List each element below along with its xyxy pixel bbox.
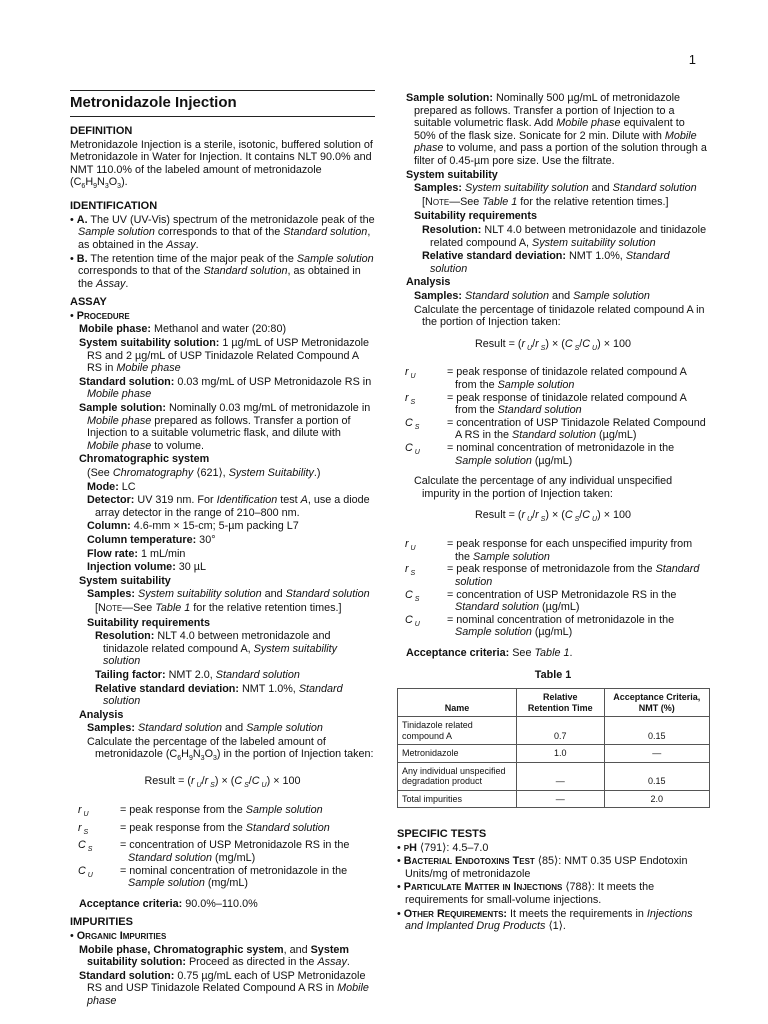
variable-symbol: r $_U$ (405, 366, 416, 381)
impurities-table (397, 688, 710, 808)
paragraph: Calculate the percentage of tinidazole related compound A in the portion of Injection taken: (414, 303, 705, 329)
paragraph: • Particulate Matter in Injections ⟨788⟩: It meets the requirements for small-volume injections. (397, 881, 655, 907)
paragraph: Injection volume: 30 µL (87, 561, 207, 574)
paragraph: [NOTE—See Table 1 for the relative retention times.] (422, 195, 669, 208)
result-formula: Result = (r $_U$/r $_S$) × (C $_S$/C $_U$) × 100 (474, 509, 632, 524)
variable-description: = peak response for each unspecified impurity from the Sample solution (447, 538, 693, 563)
paragraph: Mode: LC (87, 480, 136, 493)
document-title: Metronidazole Injection (70, 90, 375, 117)
result-formula: Result = (r $_U$/r $_S$) × (C $_S$/C $_U$) × 100 (144, 775, 301, 790)
variable-symbol: r $_S$ (78, 821, 89, 836)
paragraph: Calculate the percentage of the labeled amount of metronidazole $(C_6H_9N_3O_3)$ in the portion of Injection taken: (87, 735, 374, 763)
variable-description: = concentration of USP Metronidazole RS in the Standard solution (µg/mL) (447, 588, 677, 614)
paragraph: • Organic Impurities (70, 930, 167, 943)
table-row (398, 790, 710, 808)
paragraph: Flow rate: 1 mL/min (87, 547, 186, 560)
variable-symbol: r $_U$ (78, 803, 89, 819)
table-cell: Tinidazole related compound A (398, 717, 517, 745)
paragraph: Metronidazole Injection is a sterile, isotonic, buffered solution of Metronidazole in Water for Injection. It contains NLT 90.0% and NMT 110.0% of the labeled amount of metronidazole $(C_6H_9N_3O_3)$. (70, 138, 373, 191)
table-cell: — (517, 790, 605, 808)
paragraph: Suitability requirements (414, 210, 537, 223)
table-row (398, 745, 710, 763)
table-cell: — (517, 762, 605, 790)
definition-row (397, 589, 709, 614)
table-row (398, 762, 710, 790)
paragraph: Suitability requirements (87, 616, 210, 629)
definition-row (397, 563, 709, 588)
table-cell: — (604, 745, 710, 763)
paragraph: Standard solution: 0.03 mg/mL of USP Metronidazole RS in Mobile phase (79, 375, 372, 401)
section-heading: SPECIFIC TESTS (397, 828, 487, 841)
right-column (397, 92, 709, 934)
paragraph: • Other Requirements: It meets the requirements in Injections and Implanted Drug Products ⟨1⟩. (397, 907, 693, 933)
paragraph: Samples: System suitability solution and Standard solution (414, 182, 697, 195)
paragraph: Acceptance criteria: 90.0%–110.0% (79, 897, 258, 910)
definition-row (70, 865, 375, 890)
table-row (398, 717, 710, 745)
paragraph: Standard solution: 0.75 µg/mL each of USP Metronidazole RS and USP Tinidazole Related Compound A RS in Mobile phase (79, 969, 369, 1007)
paragraph: Relative standard deviation: NMT 1.0%, Standard solution (422, 250, 670, 275)
paragraph: Column: 4.6-mm × 15-cm; 5-µm packing L7 (87, 520, 299, 533)
table-header-cell: Relative Retention Time (517, 689, 605, 717)
variable-description: = nominal concentration of metronidazole in the Sample solution (µg/mL) (447, 613, 675, 639)
table-header-row (398, 689, 710, 717)
variable-symbol: C $_S$ (78, 839, 93, 854)
variable-description: = peak response of metronidazole from the Standard solution (447, 563, 700, 588)
paragraph: System suitability (79, 574, 171, 587)
paragraph: [NOTE—See Table 1 for the relative retention times.] (95, 601, 342, 614)
paragraph: • Procedure (70, 309, 130, 322)
table-cell: Total impurities (398, 790, 517, 808)
paragraph: Calculate the percentage of any individual unspecified impurity in the portion of Injection taken: (414, 475, 673, 500)
paragraph: • A. The UV (UV-Vis) spectrum of the metronidazole peak of the Sample solution corresponds to that of the Standard solution, as obtained in the Assay. (70, 213, 375, 251)
paragraph: Column temperature: 30° (87, 533, 216, 546)
paragraph: Chromatographic system (79, 453, 210, 466)
paragraph: Tailing factor: NMT 2.0, Standard solution (95, 668, 300, 681)
paragraph: Acceptance criteria: See Table 1. (406, 646, 573, 659)
variable-description: = peak response of tinidazole related compound A from the Sample solution (447, 366, 687, 392)
variable-symbol: r $_S$ (405, 391, 416, 406)
variable-symbol: C $_S$ (405, 416, 420, 431)
table-cell: Any individual unspecified degradation product (398, 762, 517, 790)
paragraph: System suitability solution: 1 µg/mL of USP Metronidazole RS and 2 µg/mL of USP Tinidazole Related Compound A RS in Mobile phase (79, 337, 370, 375)
section-heading: IDENTIFICATION (70, 200, 158, 213)
variable-description: = nominal concentration of metronidazole in the Sample solution (µg/mL) (447, 442, 675, 467)
variable-description: = concentration of USP Tinidazole Related Compound A RS in the Standard solution (µg/mL) (447, 416, 706, 442)
definition-row (397, 442, 709, 467)
variable-symbol: C $_U$ (78, 864, 93, 879)
section-heading: ASSAY (70, 296, 107, 309)
paragraph: Analysis (79, 708, 124, 721)
table-header-cell: Acceptance Criteria, NMT (%) (604, 689, 710, 717)
variable-description: = peak response of tinidazole related compound A from the Standard solution (447, 391, 687, 417)
paragraph: System suitability (406, 168, 498, 181)
paragraph: Mobile phase, Chromatographic system, and System suitability solution: Proceed as directed in the Assay. (79, 943, 350, 969)
definition-row (397, 392, 709, 417)
table-header-cell: Name (398, 689, 517, 717)
variable-symbol: C $_U$ (405, 613, 420, 628)
paragraph: Sample solution: Nominally 500 µg/mL of metronidazole prepared as follows. Transfer a portion of Injection to a suitable volumetric flask. Add Mobile phase equivalent to 50% of the flask size. Sonicate for 2 min. Dilute with Mobile phase to volume, and pass a portion of the solution through a filter of 0.45-µm pore size. Use the filtrate. (406, 92, 707, 167)
variable-description: = peak response from the Standard solution (120, 821, 330, 834)
paragraph: (See Chromatography ⟨621⟩, System Suitability.) (87, 467, 321, 479)
variable-symbol: C $_U$ (405, 442, 420, 457)
definition-row (70, 822, 375, 840)
paragraph: Analysis (406, 276, 451, 289)
table-cell: Metronidazole (398, 745, 517, 763)
paragraph: Resolution: NLT 4.0 between metronidazole and tinidazole related compound A, System suitability solution (422, 223, 707, 249)
variable-description: = peak response from the Sample solution (120, 803, 323, 816)
page-number: 1 (688, 52, 696, 67)
variable-definitions (397, 366, 709, 467)
variable-description: = nominal concentration of metronidazole in the Sample solution (mg/mL) (120, 864, 348, 890)
paragraph: Samples: System suitability solution and Standard solution (87, 588, 370, 601)
definition-row (397, 538, 709, 563)
paragraph: Mobile phase: Methanol and water (20:80) (79, 323, 287, 336)
variable-definitions (397, 538, 709, 639)
definition-row (397, 366, 709, 391)
paragraph: Resolution: NLT 4.0 between metronidazole and tinidazole related compound A, System suitability solution (95, 630, 338, 668)
paragraph: • Bacterial Endotoxins Test ⟨85⟩: NMT 0.35 USP Endotoxin Units/mg of metronidazole (397, 855, 688, 880)
paragraph: Samples: Standard solution and Sample solution (414, 289, 650, 302)
variable-symbol: r $_U$ (405, 538, 416, 553)
definition-row (397, 417, 709, 442)
table-cell: 0.7 (517, 717, 605, 745)
definition-row (70, 804, 375, 822)
paragraph: Sample solution: Nominally 0.03 mg/mL of metronidazole in Mobile phase prepared as follows. Transfer a portion of Injection to a suitable volumetric flask, and dilute with Mobile phase to volume. (79, 402, 371, 452)
paragraph: Samples: Standard solution and Sample solution (87, 722, 323, 735)
paragraph: • pH ⟨791⟩: 4.5–7.0 (397, 841, 489, 854)
variable-symbol: r $_S$ (405, 563, 416, 578)
paragraph: Relative standard deviation: NMT 1.0%, Standard solution (95, 682, 343, 708)
result-formula: Result = (r $_U$/r $_S$) × (C $_S$/C $_U$) × 100 (474, 337, 632, 352)
table-cell: 0.15 (604, 762, 710, 790)
table-cell: 1.0 (517, 745, 605, 763)
table-title: Table 1 (534, 669, 572, 682)
definition-row (397, 614, 709, 639)
section-heading: IMPURITIES (70, 916, 133, 929)
variable-description: = concentration of USP Metronidazole RS in the Standard solution (mg/mL) (120, 839, 350, 865)
paragraph: Detector: UV 319 nm. For Identification test A, use a diode array detector in the range of 210–800 nm. (87, 494, 370, 519)
left-column (70, 90, 375, 1009)
table-cell: 0.15 (604, 717, 710, 745)
variable-symbol: C $_S$ (405, 588, 420, 603)
section-heading: DEFINITION (70, 125, 133, 137)
table-cell: 2.0 (604, 790, 710, 808)
definition-row (70, 839, 375, 864)
paragraph: • B. The retention time of the major peak of the Sample solution corresponds to that of the Standard solution, as obtained in the Assay. (70, 252, 374, 290)
variable-definitions (70, 804, 375, 890)
